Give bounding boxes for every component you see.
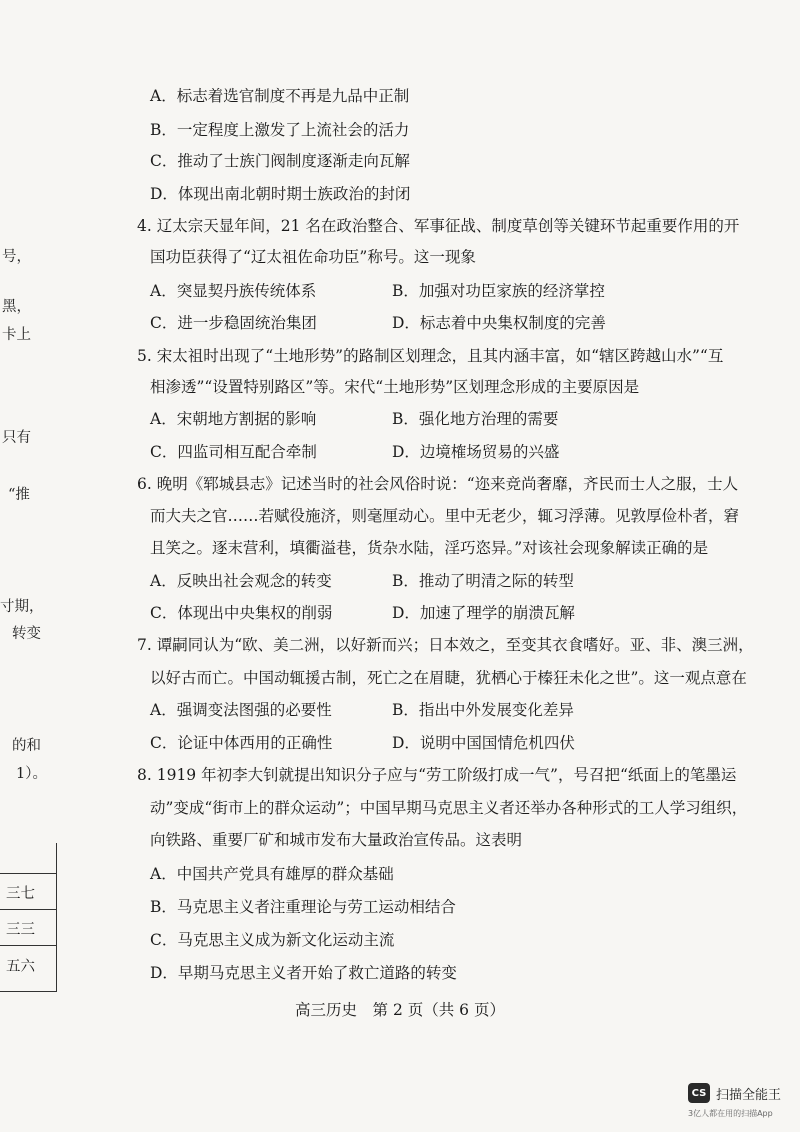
q6-stem-line3: 且笑之。逐末营利，填衢溢巷，货杂水陆，淫巧恣异。”对该社会现象解读正确的是 <box>150 539 709 557</box>
q7-stem-line2: 以好古而亡。中国动辄援古制，死亡之在眉睫，犹栖心于榛狂未化之世”。这一观点意在 <box>150 669 747 687</box>
q8-stem-line2: 动”变成“街市上的群众运动”；中国早期马克思主义者还举办各种形式的工人学习组织， <box>150 799 748 817</box>
q4-option-b: B．加强对功臣家族的经济掌控 <box>392 282 605 300</box>
margin-table <box>0 843 57 992</box>
q5-option-b: B．强化地方治理的需要 <box>392 410 559 428</box>
q8-stem-line3: 向铁路、重要厂矿和城市发布大量政治宣传品。这表明 <box>150 831 523 849</box>
q5-option-d: D．边境榷场贸易的兴盛 <box>392 443 560 461</box>
margin-text: 号， <box>2 249 31 265</box>
table-cell: 三七 <box>6 886 35 902</box>
q3-option-d: D．体现出南北朝时期士族政治的封闭 <box>150 185 411 203</box>
q8-option-c: C．马克思主义成为新文化运动主流 <box>150 931 395 949</box>
q8-option-a: A．中国共产党具有雄厚的群众基础 <box>150 865 394 883</box>
q5-stem-line2: 相渗透”“设置特别路区”等。宋代“土地形势”区划理念形成的主要原因是 <box>150 378 640 396</box>
q3-option-c: C．推动了士族门阀制度逐渐走向瓦解 <box>150 152 410 170</box>
q5-option-c: C．四监司相互配合牵制 <box>150 443 317 461</box>
q6-stem-line1: 6. 晚明《郓城县志》记述当时的社会风俗时说：“迩来竞尚奢靡，齐民而士人之服，士人 <box>137 475 739 493</box>
q6-option-c: C．体现出中央集权的削弱 <box>150 604 333 622</box>
q4-option-a: A．突显契丹族传统体系 <box>150 282 317 300</box>
q4-option-d: D．标志着中央集权制度的完善 <box>392 314 606 332</box>
q6-option-b: B．推动了明清之际的转型 <box>392 572 574 590</box>
q5-option-a: A．宋朝地方割据的影响 <box>150 410 317 428</box>
q8-option-d: D．早期马克思主义者开始了救亡道路的转变 <box>150 964 457 982</box>
margin-text: 转变 <box>12 626 41 642</box>
margin-text: 黑， <box>2 299 31 315</box>
q3-option-b: B．一定程度上激发了上流社会的活力 <box>150 121 410 139</box>
q4-stem-line1: 4. 辽太宗天显年间，21 名在政治整合、军事征战、制度草创等关键环节起重要作用的开 <box>137 217 740 235</box>
q6-option-a: A．反映出社会观念的转变 <box>150 572 332 590</box>
q7-option-d: D．说明中国国情危机四伏 <box>392 734 575 752</box>
margin-text: 1）。 <box>16 766 47 782</box>
table-cell: 五六 <box>6 959 35 975</box>
q8-stem-line1: 8. 1919 年初李大钊就提出知识分子应与“劳工阶级打成一气”，号召把“纸面上的笔墨运 <box>137 766 737 784</box>
q6-stem-line2: 而大夫之官……若赋役施济，则毫厘动心。里中无老少，辄习浮薄。见敦厚俭朴者，窘 <box>150 507 740 525</box>
table-cell: 三三 <box>6 922 35 938</box>
q7-option-c: C．论证中体西用的正确性 <box>150 734 333 752</box>
q6-option-d: D．加速了理学的崩溃瓦解 <box>392 604 575 622</box>
table-row <box>0 909 56 910</box>
scanner-watermark <box>688 1083 781 1103</box>
page-footer: 高三历史 第 2 页（共 6 页） <box>295 1001 505 1019</box>
q8-option-b: B．马克思主义者注重理论与劳工运动相结合 <box>150 898 456 916</box>
q3-option-a: A．标志着选官制度不再是九品中正制 <box>150 87 410 105</box>
table-row <box>0 873 56 874</box>
margin-text: 的和 <box>12 738 41 754</box>
table-row <box>0 945 56 946</box>
margin-text: 寸期， <box>0 599 44 615</box>
scanner-app-name: 扫描全能王 <box>716 1087 782 1103</box>
camscanner-logo-icon: CS <box>688 1083 710 1103</box>
q7-stem-line1: 7. 谭嗣同认为“欧、美二洲，以好新而兴；日本效之，至变其衣食嗜好。亚、非、澳三洲， <box>137 636 754 654</box>
q4-option-c: C．进一步稳固统治集团 <box>150 314 317 332</box>
q5-stem-line1: 5. 宋太祖时出现了“土地形势”的路制区划理念，且其内涵丰富，如“辖区跨越山水”“互 <box>137 347 724 365</box>
q4-stem-line2: 国功臣获得了“辽太祖佐命功臣”称号。这一现象 <box>150 248 476 266</box>
margin-text: 只有 <box>2 430 31 446</box>
scanner-tagline: 3亿人都在用的扫描App <box>688 1109 773 1118</box>
q7-option-a: A．强调变法图强的必要性 <box>150 701 332 719</box>
q7-option-b: B．指出中外发展变化差异 <box>392 701 574 719</box>
margin-text: 卡上 <box>2 327 31 343</box>
margin-text: “推 <box>8 487 30 503</box>
